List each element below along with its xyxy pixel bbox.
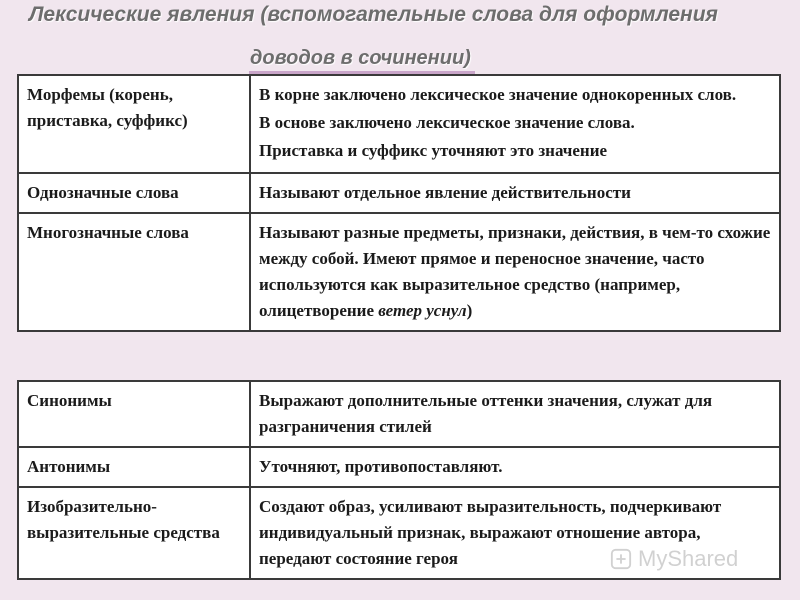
slide-title-line1: Лексические явления (вспомогательные слова для оформления (29, 3, 718, 26)
example-text: ветер уснул (378, 301, 467, 320)
description-paragraph: В корне заключено лексическое значение однокоренных слов. (259, 85, 737, 104)
term-cell: Многозначные слова (18, 213, 250, 331)
term-cell: Однозначные слова (18, 173, 250, 213)
table-row-morphemes (18, 75, 780, 173)
description-cell (250, 75, 780, 173)
table-row-polysemous (18, 213, 780, 331)
description-cell (250, 213, 780, 331)
description-cell: Создают образ, усиливают выразительность, подчеркивают индивидуальный признак, выражают отношение автора, передают состояние героя (250, 487, 780, 579)
table-row-synonyms (18, 381, 780, 447)
description-cell: Выражают дополнительные оттенки значения, служат для разграничения стилей (250, 381, 780, 447)
table-row-antonyms (18, 447, 780, 487)
term-cell: Антонимы (18, 447, 250, 487)
description-paragraph: Приставка и суффикс уточняют это значение (259, 141, 608, 160)
description-paragraph: В основе заключено лексическое значение слова. (259, 113, 635, 132)
term-cell: Морфемы (корень, приставка, суффикс) (18, 75, 250, 173)
description-text: Называют разные предметы, признаки, действия, в чем-то схожие между собой. Имеют прямое и переносное значение, часто используются как выразительное средство (например, олицетворение (259, 223, 771, 320)
term-cell: Синонимы (18, 381, 250, 447)
term-cell: Изобразительно-выразительные средства (18, 487, 250, 579)
description-text-end: ) (466, 301, 473, 320)
description-cell: Уточняют, противопоставляют. (250, 447, 780, 487)
slide-title-line2: доводов в сочинении) (250, 47, 471, 69)
watermark (610, 544, 780, 574)
lexical-table-top (17, 74, 781, 332)
watermark-text: MyShared (638, 546, 739, 571)
slide-title (0, 0, 800, 72)
description-cell: Называют отдельное явление действительности (250, 173, 780, 213)
myshared-logo-icon (610, 548, 632, 570)
table-row-monosemous (18, 173, 780, 213)
